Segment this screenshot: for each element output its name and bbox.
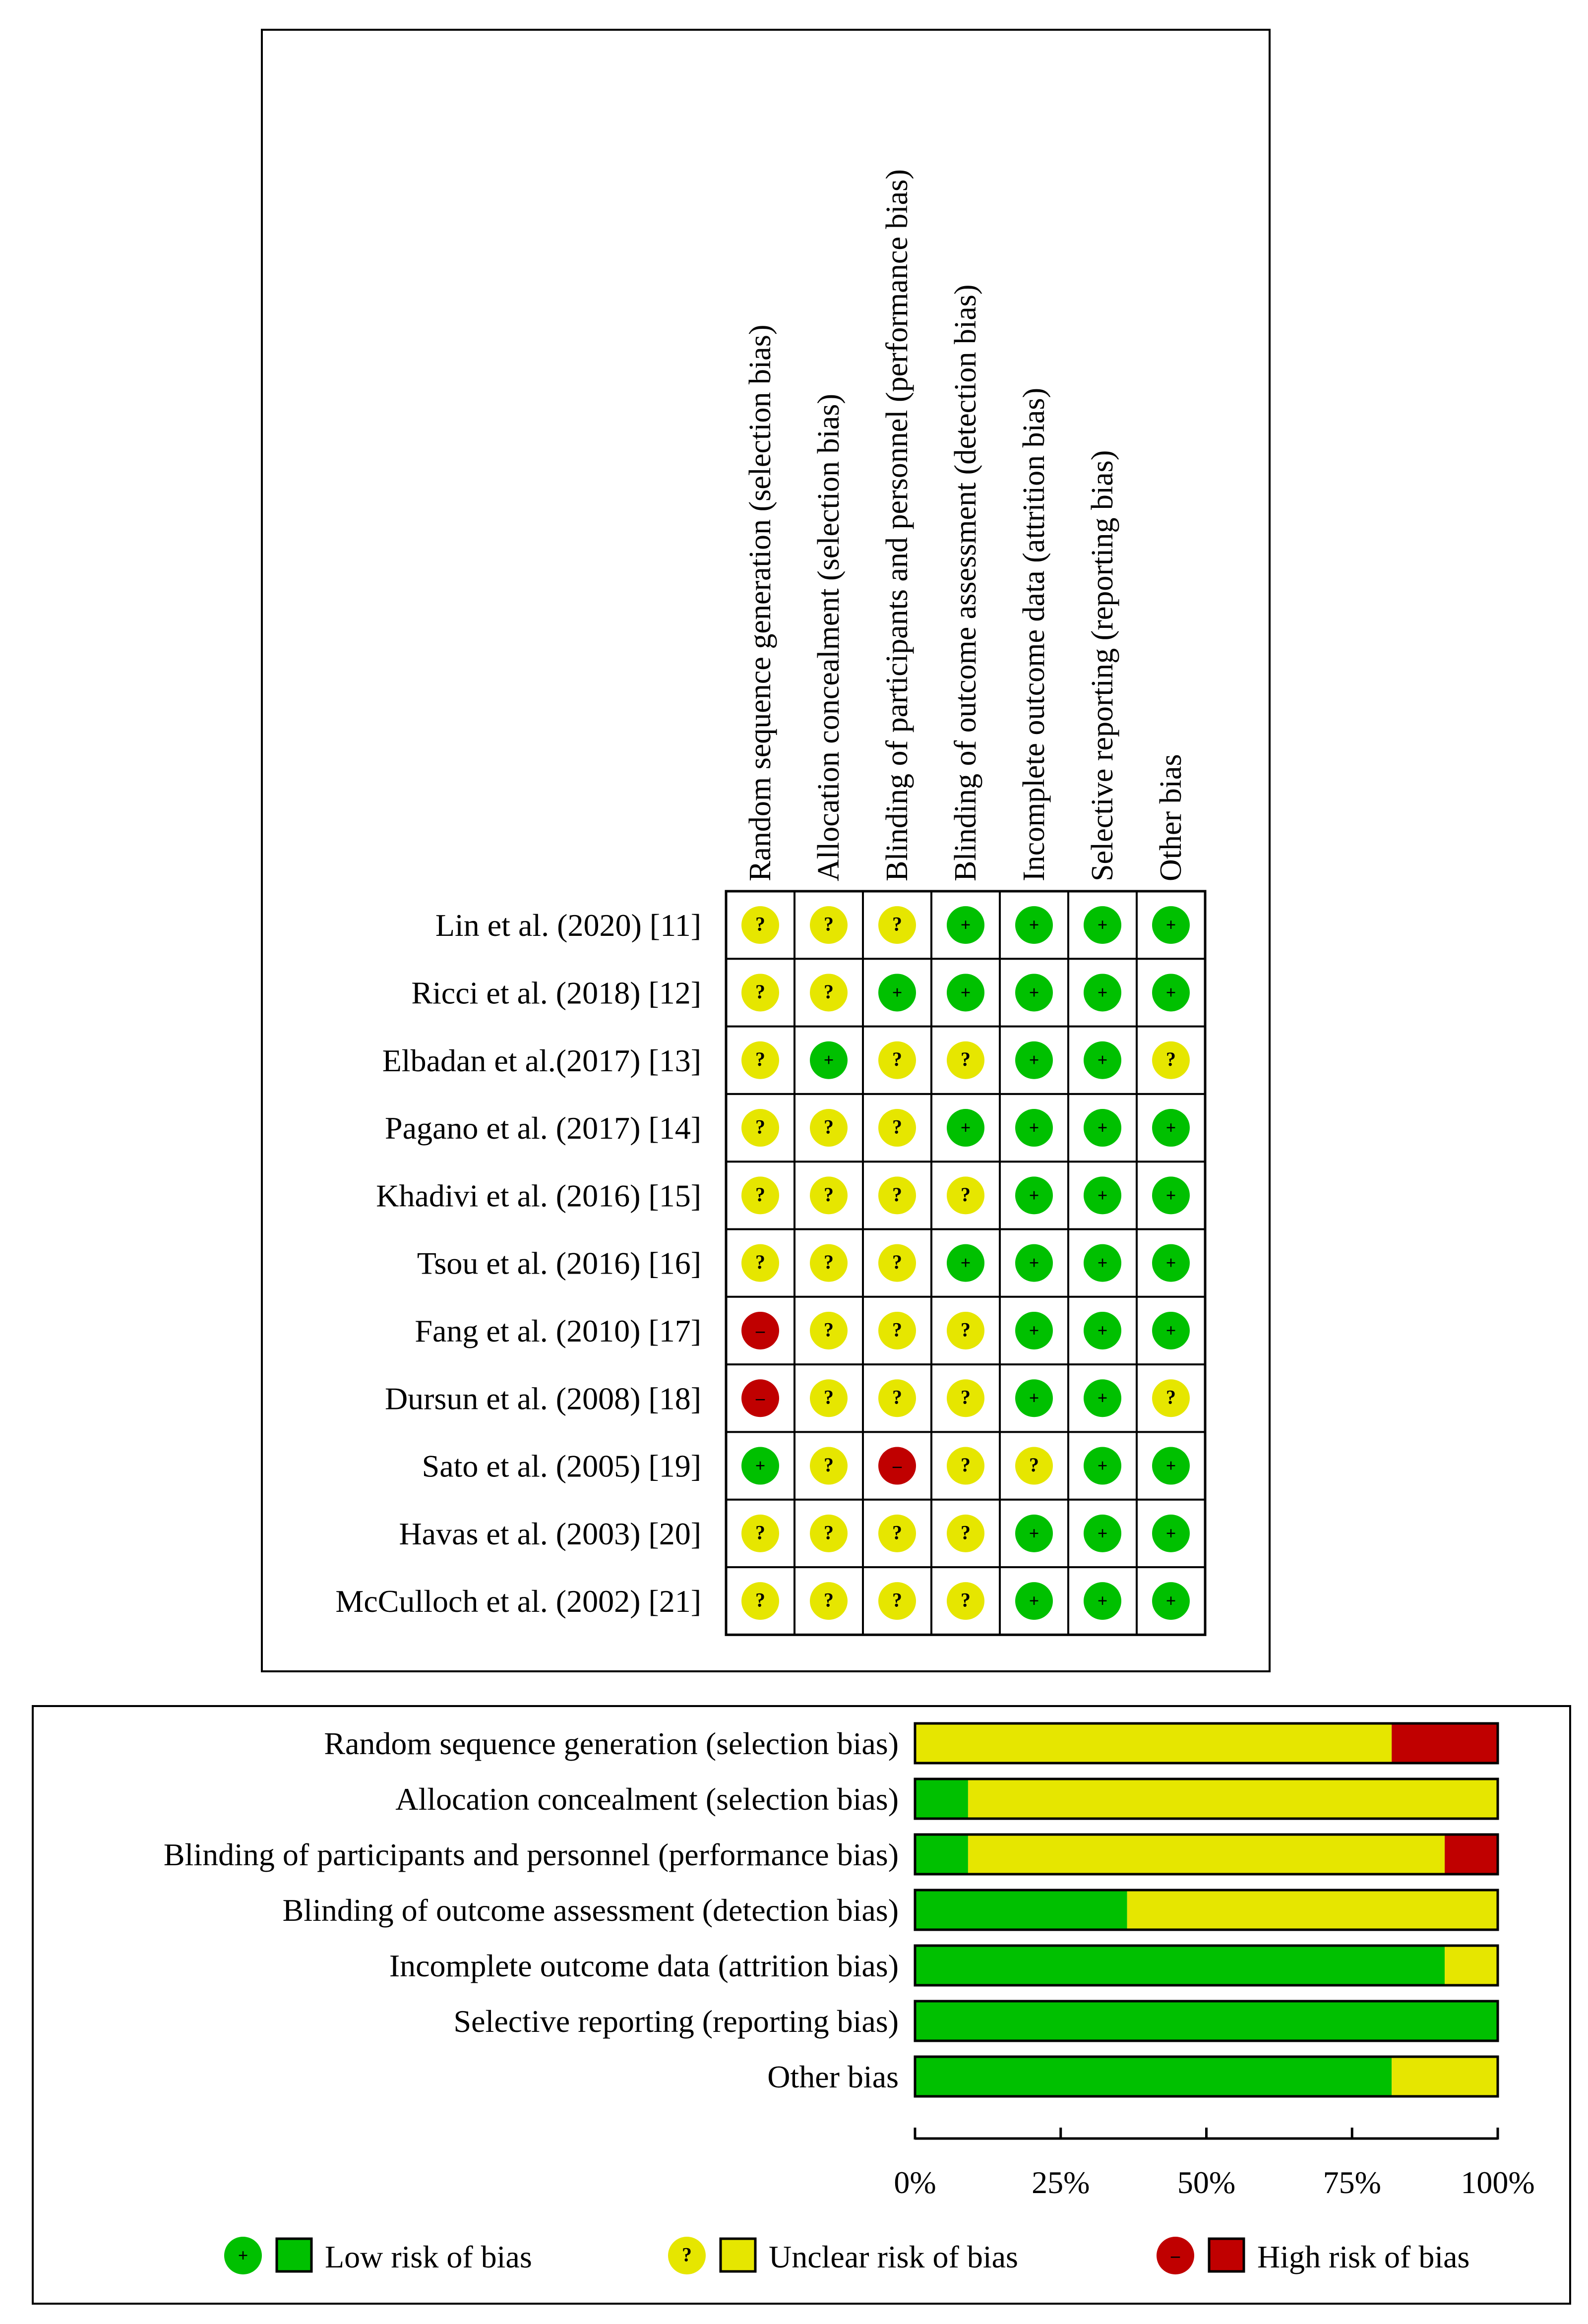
bias-domain-label: Incomplete outcome data (attrition bias) xyxy=(389,1948,899,1983)
rating-marker-symbol: ? xyxy=(961,1453,971,1476)
rating-marker xyxy=(741,1582,779,1620)
domain-column-label: Selective reporting (reporting bias) xyxy=(1086,450,1119,881)
x-tick-label: 100% xyxy=(1461,2165,1535,2200)
rating-marker xyxy=(810,1312,848,1349)
rating-marker xyxy=(878,1447,916,1485)
rating-marker xyxy=(1152,1515,1190,1552)
rating-marker-symbol: – xyxy=(755,1320,765,1341)
domain-column-label: Incomplete outcome data (attrition bias) xyxy=(1017,387,1051,881)
rating-marker-symbol: + xyxy=(960,915,971,935)
rating-marker xyxy=(947,1582,984,1620)
rating-marker-symbol: ? xyxy=(892,1251,902,1274)
study-label: Elbadan et al.(2017) [13] xyxy=(382,1042,701,1078)
rating-marker xyxy=(810,1244,848,1282)
rating-marker xyxy=(741,1515,779,1552)
legend-marker xyxy=(1157,2237,1194,2274)
rating-marker xyxy=(878,1515,916,1552)
domain-column-label: Blinding of outcome assessment (detection bias) xyxy=(949,284,982,881)
rating-marker xyxy=(947,1109,984,1147)
bar-segment xyxy=(1445,1835,1498,1874)
rating-marker xyxy=(878,1041,916,1079)
rating-marker-symbol: ? xyxy=(961,1048,971,1071)
rating-marker xyxy=(810,1515,848,1552)
bar-segment xyxy=(968,1835,1445,1874)
rating-marker-symbol: + xyxy=(1165,1455,1176,1475)
rating-marker-symbol: + xyxy=(960,1117,971,1138)
rating-marker-symbol: + xyxy=(1165,1320,1176,1341)
rating-marker xyxy=(741,906,779,944)
rating-marker-symbol: ? xyxy=(961,1183,971,1206)
rating-marker-symbol: + xyxy=(1029,1050,1039,1070)
rating-marker xyxy=(1084,974,1121,1011)
rating-marker xyxy=(810,1109,848,1147)
bar-segment xyxy=(1445,1946,1498,1985)
rating-marker-symbol: ? xyxy=(1166,1048,1176,1071)
rating-marker xyxy=(1015,1447,1053,1485)
rating-marker-symbol: ? xyxy=(1029,1453,1039,1476)
rating-marker xyxy=(947,1244,984,1282)
rating-marker-symbol: ? xyxy=(824,1521,834,1544)
legend-label: Low risk of bias xyxy=(325,2239,532,2274)
rating-marker xyxy=(1152,1244,1190,1282)
rating-marker xyxy=(1152,974,1190,1011)
rating-marker xyxy=(878,906,916,944)
legend-swatch xyxy=(1209,2239,1244,2271)
rating-marker xyxy=(1084,1109,1121,1147)
rating-marker-symbol: + xyxy=(1165,1253,1176,1273)
rating-marker-symbol: + xyxy=(1029,982,1039,1002)
bias-domain-label: Blinding of participants and personnel (performance bias) xyxy=(163,1837,899,1872)
bar-segment xyxy=(915,2001,1498,2041)
domain-column-label: Blinding of participants and personnel (performance bias) xyxy=(880,169,914,881)
rating-marker xyxy=(947,1379,984,1417)
bar-segment xyxy=(1127,1890,1498,1930)
rating-marker-symbol: + xyxy=(1165,982,1176,1002)
study-label: Havas et al. (2003) [20] xyxy=(399,1516,701,1551)
legend-marker-symbol: ? xyxy=(682,2243,692,2266)
rating-marker-symbol: ? xyxy=(824,1318,834,1341)
rating-marker xyxy=(1015,1582,1053,1620)
bar-segment xyxy=(1392,2057,1498,2096)
rating-marker xyxy=(1084,1041,1121,1079)
rating-marker-symbol: + xyxy=(1165,1185,1176,1205)
rating-marker xyxy=(947,1041,984,1079)
rating-marker xyxy=(947,1515,984,1552)
rating-marker xyxy=(878,1244,916,1282)
rating-marker xyxy=(1084,1379,1121,1417)
rating-marker xyxy=(1015,1312,1053,1349)
rating-marker-symbol: + xyxy=(1029,1253,1039,1273)
rating-marker-symbol: + xyxy=(1097,1050,1108,1070)
rating-marker xyxy=(1084,1515,1121,1552)
rating-marker-symbol: ? xyxy=(892,1048,902,1071)
bias-domain-label: Selective reporting (reporting bias) xyxy=(453,2004,899,2039)
rating-marker-symbol: + xyxy=(1097,982,1108,1002)
rating-marker xyxy=(878,1109,916,1147)
rating-marker xyxy=(1152,1041,1190,1079)
rating-marker-symbol: + xyxy=(1097,1320,1108,1341)
rating-marker xyxy=(1015,1244,1053,1282)
legend-marker-symbol: + xyxy=(238,2245,248,2265)
rating-marker-symbol: ? xyxy=(824,1386,834,1408)
rating-marker xyxy=(1084,1244,1121,1282)
rating-marker xyxy=(741,1312,779,1349)
rating-marker-symbol: + xyxy=(1097,915,1108,935)
study-label: Pagano et al. (2017) [14] xyxy=(384,1110,701,1146)
rating-marker-symbol: + xyxy=(1165,1117,1176,1138)
bias-domain-label: Random sequence generation (selection bias) xyxy=(324,1726,899,1761)
rating-marker xyxy=(741,1447,779,1485)
rating-marker xyxy=(741,1176,779,1214)
rating-marker-symbol: ? xyxy=(824,1115,834,1138)
study-label: Tsou et al. (2016) [16] xyxy=(417,1245,701,1281)
chart-legend xyxy=(224,2237,1469,2274)
rating-marker xyxy=(741,1379,779,1417)
rating-marker-symbol: ? xyxy=(892,1521,902,1544)
rating-marker-symbol: + xyxy=(1165,1523,1176,1543)
legend-marker xyxy=(224,2237,262,2274)
rating-marker-symbol: ? xyxy=(755,1183,765,1206)
rating-marker-symbol: ? xyxy=(892,1386,902,1408)
rating-marker-symbol: + xyxy=(960,982,971,1002)
rating-marker xyxy=(1152,1312,1190,1349)
rating-marker xyxy=(1084,906,1121,944)
bar-segment xyxy=(915,1946,1445,1985)
study-label: Ricci et al. (2018) [12] xyxy=(411,975,701,1011)
study-label: Sato et al. (2005) [19] xyxy=(422,1448,701,1484)
rating-marker-symbol: + xyxy=(823,1050,834,1070)
rating-marker xyxy=(947,906,984,944)
rating-marker-symbol: ? xyxy=(755,1048,765,1071)
legend-marker xyxy=(668,2237,706,2274)
domain-column-label: Random sequence generation (selection bias) xyxy=(743,324,777,881)
rating-marker xyxy=(741,1109,779,1147)
rating-marker-symbol: ? xyxy=(824,913,834,935)
rating-marker-symbol: ? xyxy=(755,1251,765,1274)
x-tick-label: 0% xyxy=(894,2165,936,2200)
rating-marker-symbol: ? xyxy=(892,1183,902,1206)
rating-marker-symbol: ? xyxy=(1166,1386,1176,1408)
bar-segment xyxy=(968,1779,1498,1819)
x-tick-label: 25% xyxy=(1032,2165,1090,2200)
bar-segment xyxy=(915,2057,1392,2096)
legend-label: Unclear risk of bias xyxy=(769,2239,1018,2274)
rating-marker xyxy=(1015,1041,1053,1079)
rating-marker-symbol: ? xyxy=(824,1453,834,1476)
rating-marker xyxy=(810,1176,848,1214)
rating-marker xyxy=(947,974,984,1011)
bias-domain-label: Other bias xyxy=(767,2059,899,2094)
rating-marker xyxy=(878,974,916,1011)
rating-marker-symbol: ? xyxy=(755,980,765,1003)
rating-marker-symbol: + xyxy=(1097,1388,1108,1408)
bar-segment xyxy=(915,1890,1127,1930)
rating-marker xyxy=(741,1244,779,1282)
rating-marker-symbol: ? xyxy=(755,1115,765,1138)
rating-marker xyxy=(741,1041,779,1079)
rating-marker xyxy=(1015,906,1053,944)
risk-of-bias-graph xyxy=(164,1723,1535,2200)
rating-marker-symbol: + xyxy=(1165,1590,1176,1611)
rating-marker-symbol: + xyxy=(1029,1388,1039,1408)
rating-marker xyxy=(878,1176,916,1214)
domain-column-label: Other bias xyxy=(1154,754,1188,881)
bar-segment xyxy=(915,1835,968,1874)
rating-marker-symbol: ? xyxy=(961,1318,971,1341)
rating-marker xyxy=(741,974,779,1011)
bar-segment xyxy=(915,1723,1392,1763)
rating-marker xyxy=(1152,1379,1190,1417)
rating-marker-symbol: + xyxy=(892,982,903,1002)
rating-marker xyxy=(1152,1176,1190,1214)
bar-segment xyxy=(1392,1723,1498,1763)
rating-marker xyxy=(878,1312,916,1349)
rating-marker xyxy=(1015,1515,1053,1552)
study-label: Dursun et al. (2008) [18] xyxy=(384,1381,701,1416)
rating-marker-symbol: ? xyxy=(824,980,834,1003)
rating-marker xyxy=(1015,1379,1053,1417)
rating-marker-symbol: ? xyxy=(961,1589,971,1611)
rating-marker-symbol: ? xyxy=(755,913,765,935)
rating-marker xyxy=(947,1176,984,1214)
rating-marker xyxy=(810,1041,848,1079)
rating-marker-symbol: + xyxy=(1097,1117,1108,1138)
rating-marker-symbol: ? xyxy=(961,1521,971,1544)
rating-marker-symbol: + xyxy=(1029,915,1039,935)
rating-marker xyxy=(1084,1312,1121,1349)
legend-swatch xyxy=(277,2239,311,2271)
rating-marker-symbol: ? xyxy=(824,1589,834,1611)
rating-marker-symbol: + xyxy=(1097,1590,1108,1611)
rating-marker-symbol: + xyxy=(1165,915,1176,935)
domain-column-label: Allocation concealment (selection bias) xyxy=(812,393,846,881)
bias-domain-label: Blinding of outcome assessment (detection bias) xyxy=(282,1893,899,1928)
bar-segment xyxy=(915,1779,968,1819)
rating-marker-symbol: ? xyxy=(892,913,902,935)
study-label: McCulloch et al. (2002) [21] xyxy=(335,1584,701,1619)
legend-label: High risk of bias xyxy=(1257,2239,1470,2274)
rating-marker-symbol: + xyxy=(1097,1455,1108,1475)
rating-marker-symbol: + xyxy=(1029,1185,1039,1205)
rating-marker-symbol: ? xyxy=(961,1386,971,1408)
rating-marker xyxy=(1015,1109,1053,1147)
rating-marker xyxy=(947,1312,984,1349)
x-tick-label: 75% xyxy=(1323,2165,1381,2200)
rating-marker-symbol: ? xyxy=(755,1521,765,1544)
rating-marker xyxy=(810,1582,848,1620)
rating-marker xyxy=(1084,1447,1121,1485)
rating-marker-symbol: + xyxy=(1029,1523,1039,1543)
rating-marker-symbol: ? xyxy=(892,1115,902,1138)
rating-marker xyxy=(1084,1176,1121,1214)
rating-marker-symbol: + xyxy=(960,1253,971,1273)
rating-marker-symbol: – xyxy=(755,1388,765,1408)
rating-marker-symbol: ? xyxy=(824,1183,834,1206)
rating-marker xyxy=(1084,1582,1121,1620)
rating-marker xyxy=(878,1379,916,1417)
rating-marker xyxy=(1015,1176,1053,1214)
rating-marker xyxy=(1152,906,1190,944)
rating-marker-symbol: – xyxy=(892,1455,902,1475)
rating-marker-symbol: ? xyxy=(824,1251,834,1274)
legend-swatch xyxy=(721,2239,755,2271)
rating-marker xyxy=(1015,974,1053,1011)
study-label: Fang et al. (2010) [17] xyxy=(415,1313,701,1348)
risk-of-bias-summary xyxy=(335,169,1205,1635)
rating-marker-symbol: ? xyxy=(892,1589,902,1611)
rating-marker xyxy=(878,1582,916,1620)
legend-marker-symbol: – xyxy=(1170,2245,1180,2265)
rating-marker xyxy=(810,974,848,1011)
rating-marker-symbol: + xyxy=(1029,1320,1039,1341)
rating-marker xyxy=(1152,1447,1190,1485)
rating-marker-symbol: + xyxy=(1097,1523,1108,1543)
rating-marker-symbol: + xyxy=(1029,1590,1039,1611)
x-tick-label: 50% xyxy=(1177,2165,1236,2200)
rating-marker-symbol: ? xyxy=(892,1318,902,1341)
rating-marker xyxy=(1152,1582,1190,1620)
study-label: Khadivi et al. (2016) [15] xyxy=(376,1178,701,1214)
rating-marker xyxy=(810,1447,848,1485)
study-label: Lin et al. (2020) [11] xyxy=(435,908,701,943)
bias-domain-label: Allocation concealment (selection bias) xyxy=(395,1781,899,1817)
rating-marker-symbol: + xyxy=(1097,1185,1108,1205)
rating-marker-symbol: + xyxy=(1029,1117,1039,1138)
rating-marker-symbol: ? xyxy=(755,1589,765,1611)
rating-marker xyxy=(810,1379,848,1417)
rating-marker xyxy=(1152,1109,1190,1147)
rating-marker-symbol: + xyxy=(1097,1253,1108,1273)
rating-marker-symbol: + xyxy=(755,1455,766,1475)
rating-marker xyxy=(810,906,848,944)
rating-marker xyxy=(947,1447,984,1485)
